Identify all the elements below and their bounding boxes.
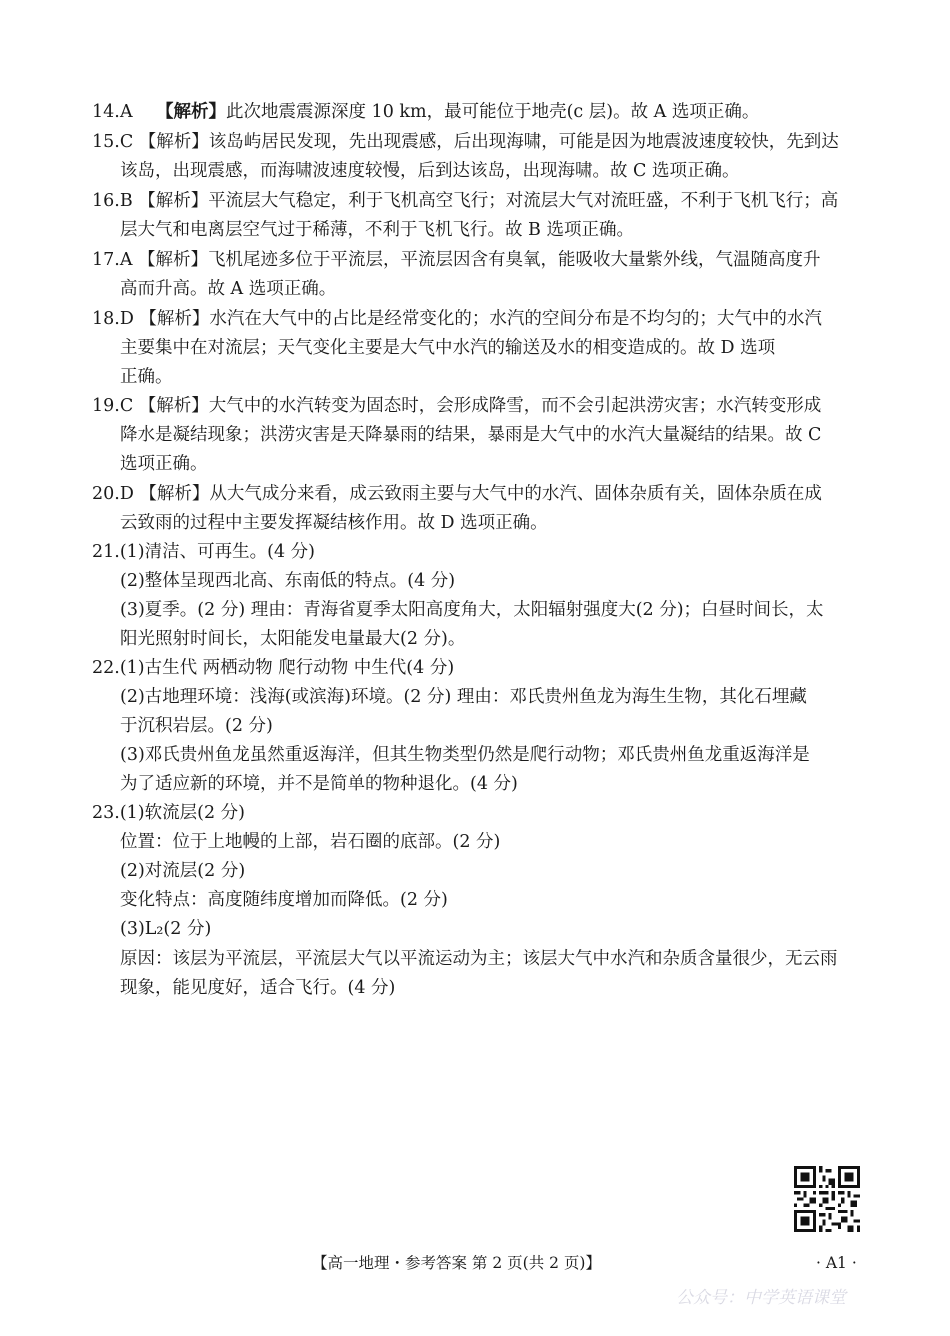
answer-23-part-3: (3)L₂(2 分) [120, 919, 212, 939]
answer-22-part-3-line-1: (3)邓氏贵州鱼龙虽然重返海洋，但其生物类型仍然是爬行动物；邓氏贵州鱼龙重返海洋是 [120, 745, 810, 765]
answer-23-part-1: 23.(1)软流层(2 分) [92, 803, 245, 823]
answer-14-line-1 [92, 97, 872, 127]
answer-15-line-2: 该岛，出现震感，而海啸波速度较慢，后到达该岛，出现海啸。故 C 选项正确。 [120, 161, 740, 181]
page-footer [0, 1250, 950, 1276]
answer-22-part-3-line-2: 为了适应新的环境，并不是简单的物种退化。(4 分) [120, 774, 518, 794]
answer-21-part-1: 21.(1)清洁、可再生。(4 分) [92, 542, 315, 562]
answer-16-line-1: 16.B 【解析】平流层大气稳定，利于飞机高空飞行；对流层大气对流旺盛，不利于飞机飞行；高 [92, 191, 839, 211]
answer-17-line-1: 17.A 【解析】飞机尾迹多位于平流层，平流层因含有臭氧，能吸收大量紫外线，气温随高度升 [92, 250, 821, 270]
answer-23-part-3-reason-line-2: 现象，能见度好，适合飞行。(4 分) [120, 978, 396, 998]
footer-version-code: · A1 · [816, 1254, 857, 1272]
answer-19-line-2: 降水是凝结现象；洪涝灾害是天降暴雨的结果，暴雨是大气中的水汽大量凝结的结果。故 C [120, 425, 822, 445]
answer-20-line-2: 云致雨的过程中主要发挥凝结核作用。故 D 选项正确。 [120, 513, 548, 533]
watermark: 公众号：中学英语课堂 [676, 1288, 846, 1308]
answer-18-line-3: 正确。 [120, 367, 173, 387]
answer-21-part-2: (2)整体呈现西北高、东南低的特点。(4 分) [120, 571, 456, 591]
answer-19-line-1: 19.C 【解析】大气中的水汽转变为固态时，会形成降雪，而不会引起洪涝灾害；水汽转变形成 [92, 396, 822, 416]
answer-18-line-2: 主要集中在对流层；天气变化主要是大气中水汽的输送及水的相变造成的。故 D 选项 [120, 338, 776, 358]
answer-21-part-3-line-2: 阳光照射时间长，太阳能发电量最大(2 分)。 [120, 629, 466, 649]
analysis-tag: 【解析】 [156, 102, 226, 122]
footer-page-info: 【高一地理・参考答案 第 2 页(共 2 页)】 [312, 1254, 601, 1272]
answer-23-part-1-position: 位置：位于上地幔的上部，岩石圈的底部。(2 分) [120, 832, 501, 852]
answer-17-line-2: 高而升高。故 A 选项正确。 [120, 279, 337, 299]
answer-15-line-1: 15.C 【解析】该岛屿居民发现，先出现震感，后出现海啸，可能是因为地震波速度较快，先到达 [92, 132, 839, 152]
answer-22-part-2-line-2: 于沉积岩层。(2 分) [120, 716, 273, 736]
qr-code-icon [794, 1166, 860, 1232]
analysis-text: 此次地震震源深度 10 km，最可能位于地壳(c 层)。故 A 选项正确。 [226, 102, 760, 122]
answer-16-line-2: 层大气和电离层空气过于稀薄，不利于飞机飞行。故 B 选项正确。 [120, 220, 634, 240]
answer-19-line-3: 选项正确。 [120, 454, 208, 474]
answer-22-part-1: 22.(1)古生代 两栖动物 爬行动物 中生代(4 分) [92, 658, 455, 678]
answer-23-part-2: (2)对流层(2 分) [120, 861, 246, 881]
answer-23-part-2-feature: 变化特点：高度随纬度增加而降低。(2 分) [120, 890, 448, 910]
answer-23-part-3-reason-line-1: 原因：该层为平流层，平流层大气以平流运动为主；该层大气中水汽和杂质含量很少，无云雨 [120, 949, 838, 969]
answer-18-line-1: 18.D 【解析】水汽在大气中的占比是经常变化的；水汽的空间分布是不均匀的；大气中的水汽 [92, 309, 822, 329]
answer-21-part-3-line-1: (3)夏季。(2 分) 理由：青海省夏季太阳高度角大，太阳辐射强度大(2 分)；白昼时间长，太 [120, 600, 824, 620]
answer-20-line-1: 20.D 【解析】从大气成分来看，成云致雨主要与大气中的水汽、固体杂质有关，固体杂质在成 [92, 484, 822, 504]
answer-22-part-2-line-1: (2)古地理环境：浅海(或滨海)环境。(2 分) 理由：邓氏贵州鱼龙为海生生物，其化石埋藏 [120, 687, 807, 707]
question-number: 14. [92, 102, 120, 122]
answer-letter: A [120, 102, 133, 122]
